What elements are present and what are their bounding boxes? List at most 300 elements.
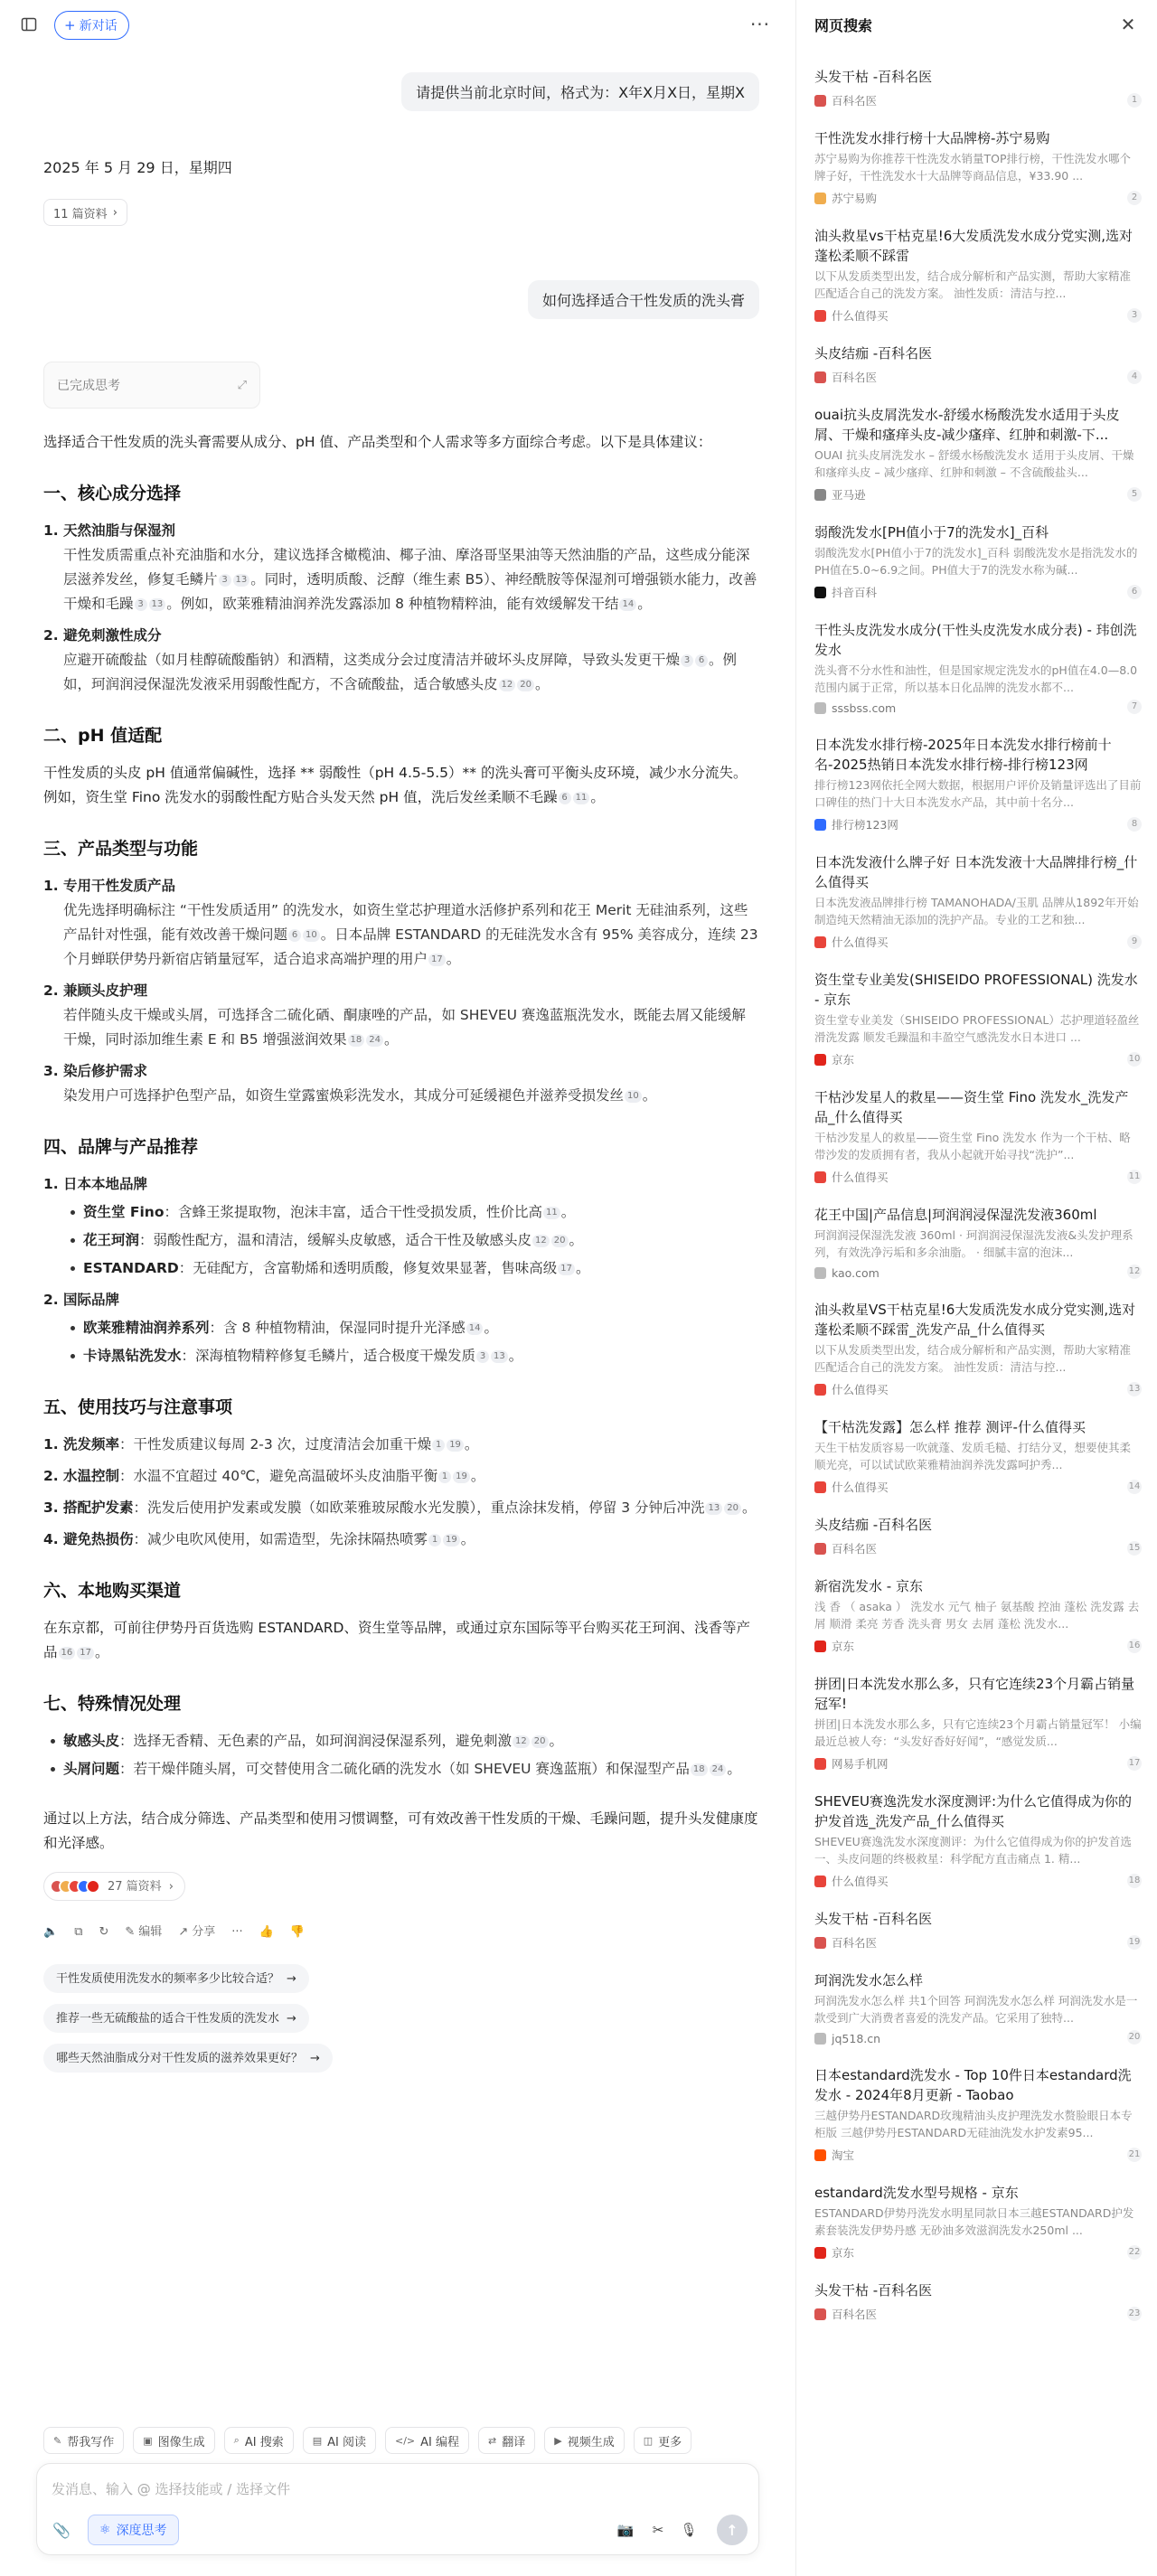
item-title: 日本本地品牌 xyxy=(63,1176,148,1192)
result-title[interactable]: SHEVEU赛逸洗发水深度测评:为什么它值得成为你的护发首选_洗发产品_什么值得买 xyxy=(814,1793,1133,1829)
result-title[interactable]: 珂润洗发水怎么样 xyxy=(814,1972,924,1988)
video-icon: ▶ xyxy=(554,2434,562,2447)
result-number: 3 xyxy=(1127,308,1142,323)
result-source xyxy=(814,1755,1142,1772)
source-favicons xyxy=(50,1879,100,1894)
item-desc: 。例如，欧莱雅精油润养洗发露添加 8 种植物精粹油，能有效缓解发干结 xyxy=(166,596,619,612)
suggestion-chip[interactable] xyxy=(43,2004,309,2033)
citation[interactable]: 12 xyxy=(499,679,516,691)
result-number: 2 xyxy=(1127,191,1142,205)
close-icon[interactable]: ✕ xyxy=(1120,14,1136,35)
search-result[interactable] xyxy=(814,67,1142,108)
section-heading: 二、pH 值适配 xyxy=(43,726,163,746)
result-source xyxy=(814,1479,1142,1495)
result-title[interactable]: 头皮结痂 -百科名医 xyxy=(814,345,933,362)
result-number: 13 xyxy=(1127,1382,1142,1396)
result-number: 5 xyxy=(1127,487,1142,502)
item-title: 天然油脂与保湿剂 xyxy=(63,522,176,539)
result-title[interactable]: 油头救星VS干枯克星!6大发质洗发水成分党实测,选对蓬松柔顺不踩雷_洗发产品_什么值得买 xyxy=(814,1302,1136,1338)
site-favicon-icon xyxy=(814,2247,826,2259)
result-source xyxy=(814,486,1142,503)
result-number: 6 xyxy=(1127,585,1142,599)
citation[interactable]: 24 xyxy=(366,1034,383,1047)
item-desc: ：含 8 种植物精油，保湿同时提升光泽感 xyxy=(209,1320,466,1336)
chevron-right-icon: › xyxy=(168,1879,174,1894)
attachment-icon[interactable]: 📎 xyxy=(52,2521,71,2539)
result-title[interactable]: 日本洗发液什么牌子好 日本洗发液十大品牌排行榜_什么值得买 xyxy=(814,854,1138,890)
citation[interactable]: 20 xyxy=(551,1235,569,1247)
source-name: 亚马逊 xyxy=(832,488,866,502)
user-message: 如何选择适合干性发质的洗头膏 xyxy=(528,280,759,319)
citation[interactable]: 12 xyxy=(513,1735,530,1748)
search-result[interactable] xyxy=(814,1909,1142,1951)
citation[interactable]: 14 xyxy=(466,1322,484,1335)
result-title[interactable]: 头发干枯 -百科名医 xyxy=(814,1911,933,1927)
item-desc: 染发用户可选择护色型产品，如资生堂露蜜焕彩洗发水，其成分可延缓褪色并滋养受损发丝 xyxy=(63,1087,625,1104)
result-source xyxy=(814,1873,1142,1889)
search-result[interactable] xyxy=(814,2065,1142,2163)
citation[interactable]: 19 xyxy=(443,1534,460,1547)
source-name: 什么值得买 xyxy=(832,935,889,949)
result-source xyxy=(814,1051,1142,1067)
suggestions xyxy=(43,1964,759,2083)
citation[interactable]: 1 xyxy=(438,1471,451,1483)
share-button[interactable] xyxy=(178,1920,215,1944)
citation[interactable]: 11 xyxy=(543,1207,560,1219)
tool-button[interactable] xyxy=(385,2427,469,2454)
tool-button[interactable] xyxy=(544,2427,624,2454)
citation[interactable]: 13 xyxy=(705,1502,722,1515)
item-desc: 。同时，透明质酸、泛醇（维生素 B5）、神经酰胺等保湿剂可增强锁水能力，改善干燥和毛躁 xyxy=(63,571,757,612)
result-title[interactable]: 头发干枯 -百科名医 xyxy=(814,2282,933,2299)
result-title[interactable]: 资生堂专业美发(SHISEIDO PROFESSIONAL) 洗发水 - 京东 xyxy=(814,972,1138,1008)
list-item: 卡诗黑钻洗发水：深海植物精粹修复毛鳞片，适合极度干燥发质 3 13 。 xyxy=(63,1344,759,1368)
list-item: 资生堂 Fino：含蜂王浆提取物，泡沫丰富，适合干性受损发质，性价比高 11 。 xyxy=(63,1200,759,1225)
user-message: 请提供当前北京时间，格式为：X年X月X日，星期X xyxy=(401,72,759,111)
section-heading: 七、特殊情况处理 xyxy=(43,1694,182,1714)
citation[interactable]: 18 xyxy=(691,1763,708,1776)
composer xyxy=(36,2463,759,2555)
result-title[interactable]: 干性头皮洗发水成分(干性头皮洗发水成分表) - 玮创洗发水 xyxy=(814,622,1137,658)
result-snippet: 拼团|日本洗发水那么多，只有它连续23个月霸占销量冠军！ 小编最近总被人夸：“头发好香好好闻”，“感觉发质... xyxy=(814,1717,1142,1748)
site-favicon-icon xyxy=(814,2149,826,2161)
tool-button[interactable] xyxy=(303,2427,376,2454)
item-title: 资生堂 Fino xyxy=(83,1204,165,1220)
item-title: 专用干性发质产品 xyxy=(63,878,176,894)
result-number: 1 xyxy=(1127,93,1142,108)
citation[interactable]: 19 xyxy=(453,1471,470,1483)
source-name: 百科名医 xyxy=(832,2308,878,2321)
search-result[interactable] xyxy=(814,852,1142,950)
search-result[interactable] xyxy=(814,1970,1142,2045)
source-name: 苏宁易购 xyxy=(832,192,878,205)
search-result[interactable] xyxy=(814,522,1142,600)
tool-bar xyxy=(43,2427,691,2454)
search-result[interactable] xyxy=(814,2183,1142,2261)
result-source xyxy=(814,1638,1142,1654)
thumbs-down-icon[interactable]: 👎 xyxy=(289,1925,306,1939)
site-favicon-icon xyxy=(814,1481,826,1493)
tool-button[interactable] xyxy=(634,2427,691,2454)
citation[interactable]: 17 xyxy=(77,1647,94,1659)
site-favicon-icon xyxy=(814,1267,826,1279)
read-icon: ▤ xyxy=(312,2434,323,2447)
site-favicon-icon xyxy=(814,1876,826,1887)
result-title[interactable]: 干性洗发水排行榜十大品牌榜-苏宁易购 xyxy=(814,130,1050,146)
result-source xyxy=(814,2032,1142,2045)
site-favicon-icon xyxy=(814,1171,826,1183)
result-snippet: 日本洗发液品牌排行榜 TAMANOHADA/玉肌 品牌从1892年开始制造纯天然精油无添加的洗护产品。专业的工艺和独... xyxy=(814,896,1139,926)
panel-title: 网页搜索 xyxy=(814,17,873,34)
search-icon: ⌕ xyxy=(233,2434,240,2446)
result-source xyxy=(814,584,1142,600)
speaker-icon[interactable]: 🔈 xyxy=(43,1925,59,1939)
result-title[interactable]: 日本洗发水排行榜-2025年日本洗发水排行榜前十名-2025热销日本洗发水排行榜-排行榜123网 xyxy=(814,737,1112,773)
source-name: 排行榜123网 xyxy=(832,818,898,832)
item-title: 头屑问题 xyxy=(63,1761,120,1777)
list-item: 2. 国际品牌 欧莱雅精油润养系列：含 8 种植物精油，保湿同时提升光泽感 14 。 卡诗黑钻洗发水：深海植物精粹修复毛鳞片，适合极度干燥发质 3 13 。 xyxy=(43,1288,759,1368)
source-name: 淘宝 xyxy=(832,2148,855,2162)
source-name: 什么值得买 xyxy=(832,309,889,323)
message-input[interactable] xyxy=(52,2477,738,2502)
citation[interactable]: 13 xyxy=(233,574,250,587)
section-heading: 四、品牌与产品推荐 xyxy=(43,1137,199,1157)
tool-button[interactable] xyxy=(43,2427,124,2454)
result-source xyxy=(814,934,1142,950)
deep-think-label: 深度思考 xyxy=(116,2524,167,2538)
section-heading: 一、核心成分选择 xyxy=(43,484,182,503)
citation[interactable]: 6 xyxy=(288,929,301,942)
result-number: 18 xyxy=(1127,1874,1142,1888)
citation[interactable]: 11 xyxy=(573,792,590,804)
write-icon: ✎ xyxy=(53,2434,62,2447)
citation[interactable]: 3 xyxy=(135,598,147,611)
arrow-right-icon: → xyxy=(287,1971,296,1986)
result-source xyxy=(814,369,1142,385)
site-favicon-icon xyxy=(814,95,826,107)
suggestion-chip[interactable] xyxy=(43,1964,309,1993)
result-snippet: 干枯沙发星人的救星——资生堂 Fino 洗发水 作为一个干枯、略带沙发的发质拥有者，我从小起就开始寻找“洗护”... xyxy=(814,1131,1131,1161)
result-number: 14 xyxy=(1127,1480,1142,1494)
result-number: 22 xyxy=(1127,2245,1142,2260)
result-title[interactable]: 拼团|日本洗发水那么多，只有它连续23个月霸占销量冠军! xyxy=(814,1676,1135,1712)
result-snippet: 珂润润浸保湿洗发液 360ml · 珂润润浸保湿洗发液&头发护理系列，有效洗净污垢和多余油脂。 · 细腻丰富的泡沫... xyxy=(814,1228,1133,1259)
site-favicon-icon xyxy=(814,1937,826,1949)
item-desc: 。例如，珂润润浸保湿洗发液采用弱酸性配方，不含硫酸盐，适合敏感头皮 xyxy=(63,652,738,692)
image-icon: ▣ xyxy=(143,2434,153,2447)
search-result[interactable] xyxy=(814,343,1142,385)
result-snippet: OUAI 抗头皮屑洗发水 – 舒缓水杨酸洗发水 适用于头皮屑、干燥和瘙痒头皮 – 减少瘙痒、红肿和刺激 – 不含硫酸盐头... xyxy=(814,448,1134,479)
site-favicon-icon xyxy=(814,1543,826,1555)
result-source xyxy=(814,2147,1142,2163)
search-result[interactable] xyxy=(814,128,1142,206)
tool-label: 帮我写作 xyxy=(67,2435,115,2449)
result-number: 9 xyxy=(1127,935,1142,949)
citation[interactable]: 19 xyxy=(447,1439,464,1452)
chevron-right-icon: › xyxy=(112,205,118,220)
list-item: 1. 洗发频率：干性发质建议每周 2-3 次，过度清洁会加重干燥 1 19 。 xyxy=(43,1436,479,1453)
pencil-icon: ✎ xyxy=(125,1925,136,1939)
source-name: jq518.cn xyxy=(832,2032,881,2045)
share-label: 分享 xyxy=(192,1925,216,1939)
item-desc: 优先选择明确标注 “干性发质适用” 的洗发水，如资生堂芯护理道水活修护系列和花王 Merit 无硅油系列，这些产品针对性强，能有效改善干燥问题 xyxy=(63,902,748,943)
item-title: 卡诗黑钻洗发水 xyxy=(83,1348,182,1364)
assistant-answer-date: 2025 年 5 月 29 日，星期四 xyxy=(43,159,232,176)
item-title: 避免热损伤 xyxy=(63,1531,134,1547)
edit-button[interactable] xyxy=(125,1920,162,1944)
citation[interactable]: 13 xyxy=(491,1350,508,1363)
search-result[interactable] xyxy=(814,1087,1142,1185)
result-number: 16 xyxy=(1127,1639,1142,1653)
sidebar-toggle-icon[interactable] xyxy=(18,14,40,35)
result-number: 4 xyxy=(1127,370,1142,384)
citation[interactable]: 6 xyxy=(559,792,571,804)
site-favicon-icon xyxy=(814,193,826,204)
sources-count: 11 篇资料 xyxy=(53,207,108,221)
result-snippet: ESTANDARD伊势丹洗发水明星同款日本三越ESTANDARD护发素套装洗发伊势丹感 无砂油多效滋润洗发水250ml ... xyxy=(814,2206,1134,2237)
tool-label: 图像生成 xyxy=(157,2435,205,2449)
site-favicon-icon xyxy=(814,310,826,322)
site-favicon-icon xyxy=(814,702,826,714)
citation[interactable]: 3 xyxy=(219,574,231,587)
search-result[interactable] xyxy=(814,1674,1142,1772)
suggestion-chip[interactable] xyxy=(43,2044,333,2073)
search-result[interactable] xyxy=(814,405,1142,503)
tool-label: AI 编程 xyxy=(420,2435,459,2449)
code-icon: </> xyxy=(394,2434,416,2447)
list-item: 1. 日本本地品牌 资生堂 Fino：含蜂王浆提取物，泡沫丰富，适合干性受损发质，性价比高 11 。 花王珂润：弱酸性配方，温和清洁，缓解头皮敏感，适合干性及敏感头皮 12 20 。 ESTANDARD：无硅配方，含富勒烯和透明质酸，修复效果显著，售味高级 17 。 xyxy=(43,1172,759,1281)
top-bar xyxy=(0,0,795,49)
result-title[interactable]: 花王中国|产品信息|珂润润浸保湿洗发液360ml xyxy=(814,1207,1097,1223)
site-favicon-icon xyxy=(814,1641,826,1652)
camera-icon[interactable]: 📷 xyxy=(616,2522,635,2538)
result-snippet: 排行榜123网依托全网大数据，根据用户评价及销量评选出了目前口碑佳的热门十大日本洗发水产品，其中前十名分... xyxy=(814,778,1142,809)
result-number: 7 xyxy=(1127,700,1142,714)
new-chat-label: 新对话 xyxy=(79,19,118,33)
citation[interactable]: 10 xyxy=(303,929,320,942)
result-number: 12 xyxy=(1127,1264,1142,1279)
result-snippet: 资生堂专业美发（SHISEIDO PROFESSIONAL）芯护理道轻盈丝滑洗发露 顺发毛躁温和丰盈空气感洗发水日本进口 ... xyxy=(814,1013,1140,1044)
item-desc: 。日本品牌 ESTANDARD 的无硅洗发水含有 95% 美容成分，连续 23 个月蝉联伊势丹新宿店销量冠军，适合追求高端护理的用户 xyxy=(63,926,758,967)
list-item: 3. 搭配护发素：洗发后使用护发素或发膜（如欧莱雅玻尿酸水光发膜），重点涂抹发梢，停留 3 分钟后冲洗 13 20 。 xyxy=(43,1500,757,1516)
result-number: 17 xyxy=(1127,1756,1142,1771)
expand-icon: ⤢ xyxy=(237,378,247,392)
thinking-status[interactable] xyxy=(43,362,260,409)
source-name: kao.com xyxy=(832,1266,880,1280)
source-name: 京东 xyxy=(832,1053,855,1067)
site-favicon-icon xyxy=(814,587,826,598)
favicon-icon xyxy=(86,1879,100,1894)
copy-icon[interactable]: ⧉ xyxy=(74,1925,83,1939)
item-title: 欧莱雅精油润养系列 xyxy=(83,1320,210,1336)
source-name: 百科名医 xyxy=(832,1542,878,1556)
search-result[interactable] xyxy=(814,2280,1142,2322)
result-snippet: 以下从发质类型出发，结合成分解析和产品实测，帮助大家精准匹配适合自己的洗发方案。 油性发质：清洁与控... xyxy=(814,269,1132,300)
result-number: 10 xyxy=(1127,1052,1142,1067)
citation[interactable]: 13 xyxy=(149,598,166,611)
message-actions xyxy=(43,1920,759,1944)
source-name: 什么值得买 xyxy=(832,1481,889,1494)
citation[interactable]: 3 xyxy=(681,654,693,667)
citation[interactable]: 3 xyxy=(476,1350,489,1363)
section-heading: 五、使用技巧与注意事项 xyxy=(43,1397,233,1417)
more-options-icon[interactable]: ··· xyxy=(749,14,771,35)
new-chat-button[interactable] xyxy=(54,11,129,40)
result-snippet: SHEVEU赛逸洗发水深度测评：为什么它值得成为你的护发首选 一、头皮问题的终极救星：科学配方直击痛点 1. 精... xyxy=(814,1835,1132,1866)
result-source xyxy=(814,307,1142,324)
web-search-panel xyxy=(795,0,1157,2576)
thumbs-up-icon[interactable]: 👍 xyxy=(259,1925,274,1939)
tool-label: 翻译 xyxy=(502,2435,526,2449)
source-name: 什么值得买 xyxy=(832,1170,889,1184)
answer-summary: 通过以上方法，结合成分筛选、产品类型和使用习惯调整，可有效改善干性发质的干燥、毛躁问题，提升头发健康度和光泽感。 xyxy=(43,1810,758,1851)
result-source xyxy=(814,190,1142,206)
citation[interactable]: 17 xyxy=(428,954,446,966)
microphone-icon[interactable]: 🎙 xyxy=(680,2522,698,2538)
result-title[interactable]: estandard洗发水型号规格 - 京东 xyxy=(814,2185,1019,2201)
result-source xyxy=(814,1934,1142,1951)
result-title[interactable]: 头皮结痂 -百科名医 xyxy=(814,1517,933,1533)
citation[interactable]: 6 xyxy=(695,654,708,667)
result-source xyxy=(814,1381,1142,1397)
search-result[interactable] xyxy=(814,1791,1142,1889)
search-result[interactable] xyxy=(814,1576,1142,1654)
item-desc: ：干性发质建议每周 2-3 次，过度清洁会加重干燥 xyxy=(119,1436,432,1453)
list-item: 1. 天然油脂与保湿剂 干性发质需重点补充油脂和水分，建议选择含橄榄油、椰子油、摩洛哥坚果油等天然油脂的产品，这些成分能深层滋养发丝，修复毛鳞片 3 13 。同时，透明质酸、泛醇（维生素 B5）、神经酰胺等保湿剂可增强锁水能力，改善干燥和毛躁 3 13 。例如，欧莱雅精油润养洗发露添加 8 种植物精粹油，能有效缓解发干结 14 。 xyxy=(43,522,757,612)
search-result[interactable] xyxy=(814,1417,1142,1495)
citation[interactable]: 18 xyxy=(348,1034,365,1047)
tool-button[interactable] xyxy=(133,2427,214,2454)
result-title[interactable]: ouai抗头皮屑洗发水-舒缓水杨酸洗发水适用于头皮屑、干燥和瘙痒头皮-减少瘙痒、红肿和刺激-下... xyxy=(814,407,1120,443)
thinking-label: 已完成思考 xyxy=(57,379,120,393)
item-title: 避免刺激性成分 xyxy=(63,627,162,644)
search-result[interactable] xyxy=(814,970,1142,1067)
sources-count: 27 篇资料 xyxy=(108,1879,162,1894)
source-name: 什么值得买 xyxy=(832,1383,889,1396)
suggestion-label: 推荐一些无硫酸盐的适合干性发质的洗发水 xyxy=(56,2011,280,2026)
result-title[interactable]: 油头救星vs干枯克星!6大发质洗发水成分党实测,选对蓬松柔顺不踩雷 xyxy=(814,228,1133,264)
result-number: 11 xyxy=(1127,1170,1142,1184)
citation[interactable]: 24 xyxy=(710,1763,727,1776)
result-snippet: 洗头膏不分水性和油性，但是国家规定洗发水的pH值在4.0—8.0范围内属于正常，所以基本日化品牌的洗发水都不... xyxy=(814,663,1138,694)
item-desc: ：深海植物精粹修复毛鳞片，适合极度干燥发质 xyxy=(181,1348,476,1364)
edit-label: 编辑 xyxy=(138,1925,163,1939)
citation[interactable]: 10 xyxy=(625,1090,642,1103)
result-number: 21 xyxy=(1127,2148,1142,2162)
source-name: 百科名医 xyxy=(832,371,878,384)
item-desc: ：无硅配方，含富勒烯和透明质酸，修复效果显著，售味高级 xyxy=(178,1260,558,1276)
result-title[interactable]: 日本estandard洗发水 - Top 10件日本estandard洗发水 - 2024年8月更新 - Taobao xyxy=(814,2067,1132,2103)
tool-label: 视频生成 xyxy=(567,2435,615,2449)
site-favicon-icon xyxy=(814,1384,826,1396)
tool-label: 更多 xyxy=(658,2435,682,2449)
site-favicon-icon xyxy=(814,2033,826,2045)
citation[interactable]: 12 xyxy=(532,1235,550,1247)
list-item: 3. 染后修护需求 染发用户可选择护色型产品，如资生堂露蜜焕彩洗发水，其成分可延缓褪色并滋养受损发丝 10 。 xyxy=(43,1063,657,1104)
citation[interactable]: 16 xyxy=(59,1647,76,1659)
search-result[interactable] xyxy=(814,1300,1142,1397)
translate-icon: ⇄ xyxy=(488,2434,497,2447)
search-result[interactable] xyxy=(814,1515,1142,1556)
item-desc: ：水温不宜超过 40℃，避免高温破坏头皮油脂平衡 xyxy=(119,1468,438,1484)
share-icon: ↗ xyxy=(178,1925,189,1939)
result-title[interactable]: 干枯沙发星人的救星——资生堂 Fino 洗发水_洗发产品_什么值得买 xyxy=(814,1089,1129,1125)
tool-button[interactable] xyxy=(478,2427,535,2454)
citation[interactable]: 17 xyxy=(558,1263,575,1275)
result-number: 20 xyxy=(1127,2030,1142,2045)
suggestion-label: 哪些天然油脂成分对干性发质的滋养效果更好？ xyxy=(56,2051,304,2065)
sources-chip[interactable] xyxy=(43,199,127,226)
arrow-right-icon: → xyxy=(310,2051,320,2065)
result-snippet: 以下从发质类型出发，结合成分解析和产品实测，帮助大家精准匹配适合自己的洗发方案。 油性发质：清洁与控... xyxy=(814,1343,1132,1374)
list-item: 头屑问题：若干燥伴随头屑，可交替使用含二硫化硒的洗发水（如 SHEVEU 赛逸蓝瓶）和保湿型产品 18 24 。 xyxy=(43,1757,759,1782)
site-favicon-icon xyxy=(814,489,826,501)
scissors-icon[interactable]: ✂ xyxy=(652,2522,664,2538)
item-title: 洗发频率 xyxy=(63,1436,120,1453)
list-item: ESTANDARD：无硅配方，含富勒烯和透明质酸，修复效果显著，售味高级 17 。 xyxy=(63,1256,759,1281)
item-desc: 应避开硫酸盐（如月桂醇硫酸酯钠）和酒精，这类成分会过度清洁并破坏头皮屏障，导致头发更干燥 xyxy=(63,652,681,668)
list-item: 4. 避免热损伤：减少电吹风使用，如需造型，先涂抹隔热喷雾 1 19 。 xyxy=(43,1531,475,1547)
list-item: 2. 避免刺激性成分 应避开硫酸盐（如月桂醇硫酸酯钠）和酒精，这类成分会过度清洁并破坏头皮屏障，导致头发更干燥 3 6 。例如，珂润润浸保湿洗发液采用弱酸性配方，不含硫酸盐，适合敏感头皮 12 20 。 xyxy=(43,627,738,692)
site-favicon-icon xyxy=(814,819,826,831)
item-title: 搭配护发素 xyxy=(63,1500,134,1516)
search-result[interactable] xyxy=(814,1205,1142,1280)
source-name: 百科名医 xyxy=(832,1936,878,1950)
result-snippet: 天生干枯发质容易一吹就蓬、发质毛糙、打结分叉，想要使其柔顺光亮，可以试试欧莱雅精油润养洗发露呵护秀... xyxy=(814,1441,1132,1471)
search-results xyxy=(814,67,1142,2342)
answer-intro: 选择适合干性发质的洗头膏需要从成分、pH 值、产品类型和个人需求等多方面综合考虑。以下是具体建议： xyxy=(43,434,712,450)
result-title[interactable]: 新宿洗发水 - 京东 xyxy=(814,1578,923,1594)
search-result[interactable] xyxy=(814,735,1142,832)
item-title: 染后修护需求 xyxy=(63,1063,148,1079)
citation[interactable]: 14 xyxy=(619,598,636,611)
result-snippet: 浅 香 （ asaka ） 洗发水 元气 柚子 氨基酸 控油 蓬松 洗发露 去屑 顺滑 柔亮 芳香 洗头膏 男女 去屑 蓬松 洗发水... xyxy=(814,1600,1140,1631)
result-number: 19 xyxy=(1127,1935,1142,1950)
result-source xyxy=(814,2306,1142,2322)
result-title[interactable]: 头发干枯 -百科名医 xyxy=(814,69,933,85)
tool-button[interactable] xyxy=(224,2427,294,2454)
search-result[interactable] xyxy=(814,620,1142,715)
result-source xyxy=(814,1169,1142,1185)
citation[interactable]: 20 xyxy=(517,679,534,691)
deep-think-toggle[interactable] xyxy=(88,2515,179,2545)
result-source xyxy=(814,92,1142,108)
citation[interactable]: 1 xyxy=(428,1534,441,1547)
result-title[interactable]: 【干枯洗发露】怎么样 推荐 测评-什么值得买 xyxy=(814,1419,1086,1435)
list-item: 花王珂润：弱酸性配方，温和清洁，缓解头皮敏感，适合干性及敏感头皮 12 20 。 xyxy=(63,1228,759,1253)
item-title: 水温控制 xyxy=(63,1468,120,1484)
citation[interactable]: 20 xyxy=(724,1502,741,1515)
section-heading: 六、本地购买渠道 xyxy=(43,1581,182,1601)
regenerate-icon[interactable]: ↻ xyxy=(99,1925,109,1939)
section-paragraph: 干性发质的头皮 pH 值通常偏碱性，选择 ** 弱酸性（pH 4.5-5.5）** 的洗头膏可平衡头皮环境，减少水分流失。例如，资生堂 Fino 洗发水的弱酸性配方贴合头发天然 pH 值，洗后发丝柔顺不毛躁 xyxy=(43,765,748,805)
search-result[interactable] xyxy=(814,226,1142,324)
site-favicon-icon xyxy=(814,1758,826,1770)
more-icon[interactable]: ··· xyxy=(231,1925,243,1939)
chat-area xyxy=(0,49,795,2576)
citation[interactable]: 1 xyxy=(432,1439,445,1452)
result-title[interactable]: 弱酸洗发水[PH值小于7的洗发水]_百科 xyxy=(814,524,1049,541)
source-name: 百科名医 xyxy=(832,94,878,108)
sources-chip[interactable] xyxy=(43,1872,185,1901)
item-desc: ：洗发后使用护发素或发膜（如欧莱雅玻尿酸水光发膜），重点涂抹发梢，停留 3 分钟后冲洗 xyxy=(133,1500,705,1516)
item-desc: ：选择无香精、无色素的产品，如珂润润浸保湿系列，避免刺激 xyxy=(119,1733,513,1749)
send-button[interactable] xyxy=(717,2515,748,2545)
result-source xyxy=(814,2244,1142,2261)
tool-label: AI 阅读 xyxy=(327,2435,366,2449)
citation[interactable]: 20 xyxy=(531,1735,549,1748)
item-desc: ：若干燥伴随头屑，可交替使用含二硫化硒的洗发水（如 SHEVEU 赛逸蓝瓶）和保湿型产品 xyxy=(119,1761,690,1777)
